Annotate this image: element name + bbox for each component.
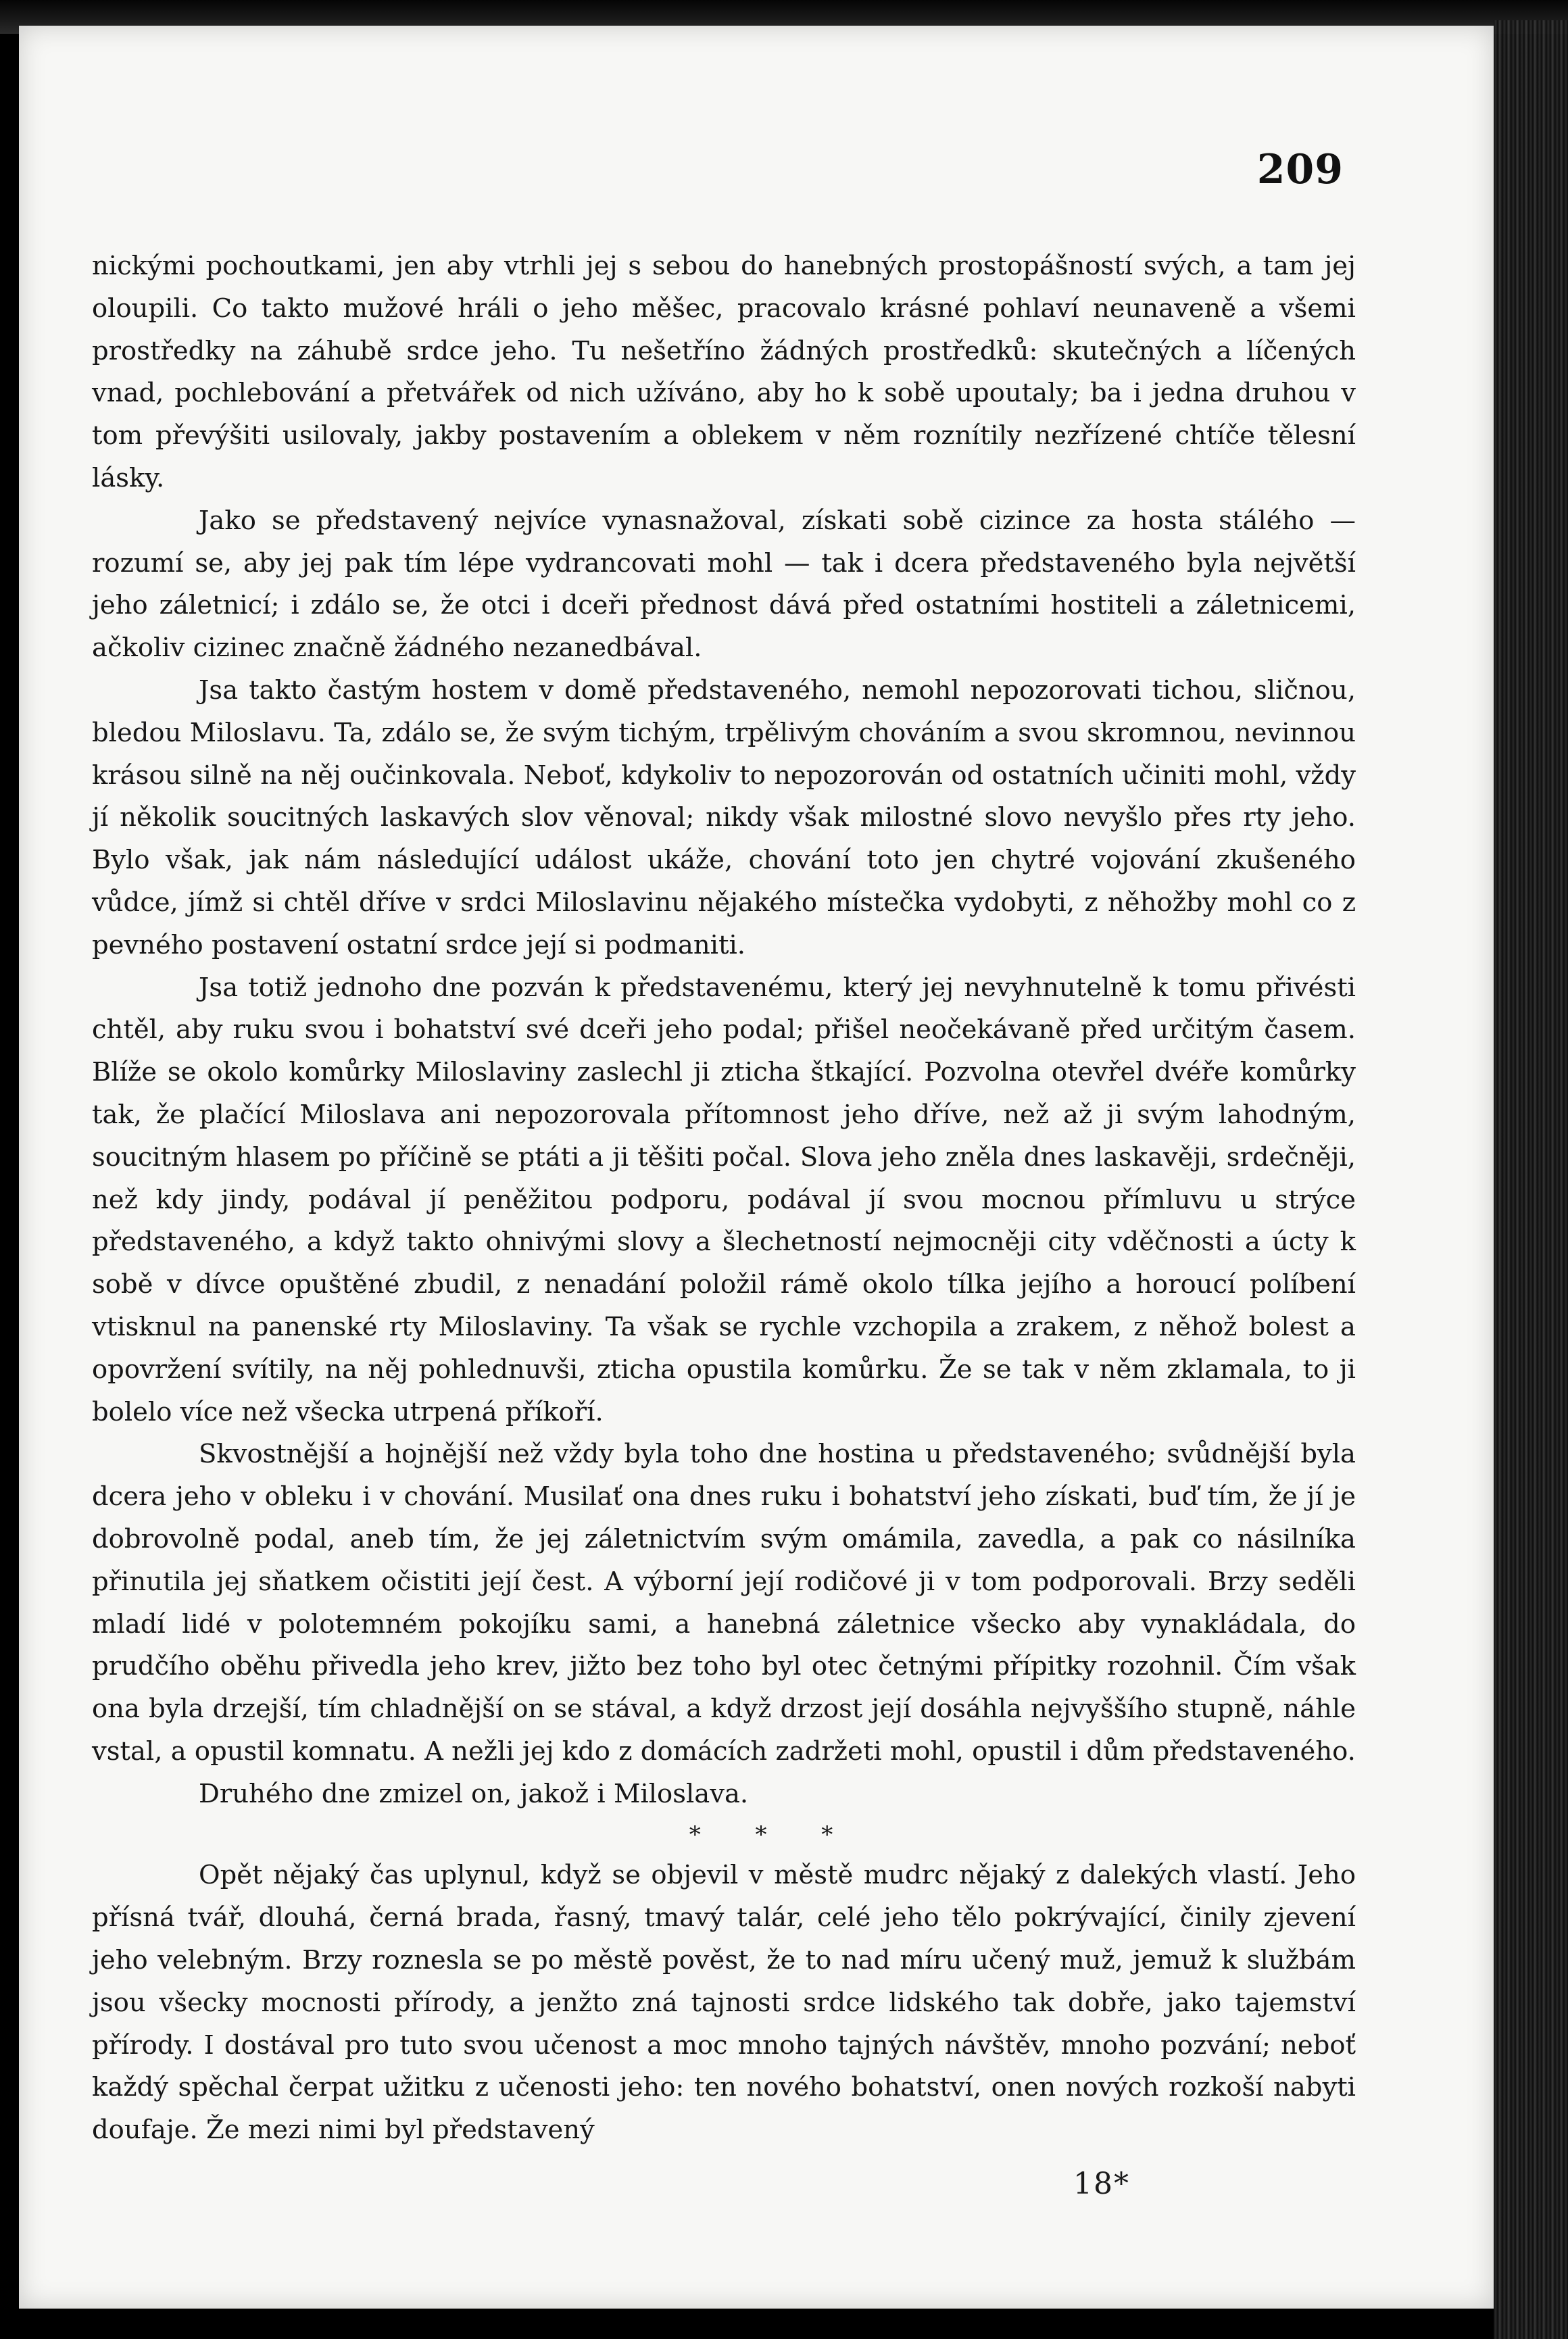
body-text bbox=[92, 245, 1356, 2152]
page-number: 209 bbox=[1256, 146, 1344, 193]
paragraph-6: Druhého dne zmizel on, jakož i Miloslava. bbox=[199, 1778, 749, 1809]
book-page bbox=[19, 26, 1494, 2309]
section-separator: * * * bbox=[689, 1821, 833, 1849]
paragraph-5: Skvostnější a hojnější než vždy byla toho dne hostina u představeného; svůdnější byla dcera jeho v obleku i v chování. Musilať ona dnes ruku i bohatství jeho získati, buď tím, že jí je dobrovolně podal, aneb tím, že jej záletnictvím svým omámila, zavedla, a pak co násilníka přinutila jej sňatkem očistiti její čest. A výborní její rodičové ji v tom podporovali. Brzy seděli mladí lidé v polotemném pokojíku sami, a hanebná záletnice všecko aby vynakládala, do prudčího oběhu přivedla jeho krev, jižto bez toho byl otec četnými přípitky rozohnil. Čím však ona byla drzejší, tím chladnější on se stával, a když drzost její dosáhla nejvyššího stupně, náhle vstal, a opustil komnatu. A nežli jej kdo z domácích zadržeti mohl, opustil i dům představeného. bbox=[92, 1439, 1356, 1767]
paragraph-4: Jsa totiž jednoho dne pozván k představenému, který jej nevyhnutelně k tomu přivésti chtěl, aby ruku svou i bohatství své dceři jeho podal; přišel neočekávaně před určitým časem. Blíže se okolo komůrky Miloslaviny zaslechl ji zticha štkající. Pozvolna otevřel dvéře komůrky tak, že plačící Miloslava ani nepozorovala přítomnost jeho dříve, než až ji svým lahodným, soucitným hlasem po příčině se ptáti a ji těšiti počal. Slova jeho zněla dnes laskavěji, srdečněji, než kdy jindy, podával jí peněžitou podporu, podával jí svou mocnou přímluvu u strýce představeného, a když takto ohnivými slovy a šlechetností nejmocněji city vděčnosti a úcty k sobě v dívce opuštěné zbudil, z nenadání položil rámě okolo tílka jejího a horoucí políbení vtisknul na panenské rty Miloslaviny. Ta však se rychle vzchopila a zrakem, z něhož bolest a opovržení svítily, na něj pohlednuvši, zticha opustila komůrku. Že se tak v něm zklamala, to ji bolelo více než všecka utrpená příkoří. bbox=[92, 972, 1356, 1427]
paragraph-2: Jako se představený nejvíce vynasnažoval, získati sobě cizince za hosta stálého — rozumí se, aby jej pak tím lépe vydrancovati mohl — tak i dcera představeného byla největší jeho záletnicí; i zdálo se, že otci i dceři přednost dává před ostatními hostiteli a záletnicemi, ačkoliv cizinec značně žádného nezanedbával. bbox=[92, 505, 1356, 664]
paragraph-7: Opět nějaký čas uplynul, když se objevil v městě mudrc nějaký z dalekých vlastí. Jeho přísná tvář, dlouhá, černá brada, řasný, tmavý talár, celé jeho tělo pokrývající, činily zjevení jeho velebným. Brzy roznesla se po městě pověst, že to nad míru učený muž, jemuž k službám jsou všecky mocnosti přírody, a jenžto zná tajnosti srdce lidského tak dobře, jako tajemství přírody. I dostával pro tuto svou učenost a moc mnoho tajných návštěv, mnoho pozvání; neboť každý spěchal čerpat užitku z učenosti jeho: ten nového bohatství, onen nových rozkoší nabyti doufaje. Že mezi nimi byl představený bbox=[92, 1860, 1356, 2146]
paragraph-1: nickými pochoutkami, jen aby vtrhli jej s sebou do hanebných prostopášností svých, a tam jej oloupili. Co takto mužové hráli o jeho měšec, pracovalo krásné pohlaví neunaveně a všemi prostředky na záhubě srdce jeho. Tu nešetříno žádných prostředků: skutečných a líčených vnad, pochlebování a přetvářek od nich užíváno, aby ho k sobě upoutaly; ba i jedna druhou v tom převýšiti usilovaly, jakby postavením a oblekem v něm roznítily nezřízené chtíče tělesní lásky. bbox=[92, 251, 1356, 493]
book-binding-edge bbox=[1494, 20, 1568, 2339]
signature-mark: 18* bbox=[1073, 2167, 1130, 2201]
paragraph-3: Jsa takto častým hostem v domě představeného, nemohl nepozorovati tichou, sličnou, bledou Miloslavu. Ta, zdálo se, že svým tichým, trpělivým chováním a svou skromnou, nevinnou krásou silně na něj oučinkovala. Neboť, kdykoliv to nepozorován od ostatních učiniti mohl, vždy jí několik soucitných laskavých slov věnoval; nikdy však milostné slovo nevyšlo přes rty jeho. Bylo však, jak nám následující událost ukáže, chování toto jen chytré vojování zkušeného vůdce, jímž si chtěl dříve v srdci Miloslavinu nějakého místečka vydobyti, z něhožby mohl co z pevného postavení ostatní srdce její si podmaniti. bbox=[92, 674, 1356, 960]
